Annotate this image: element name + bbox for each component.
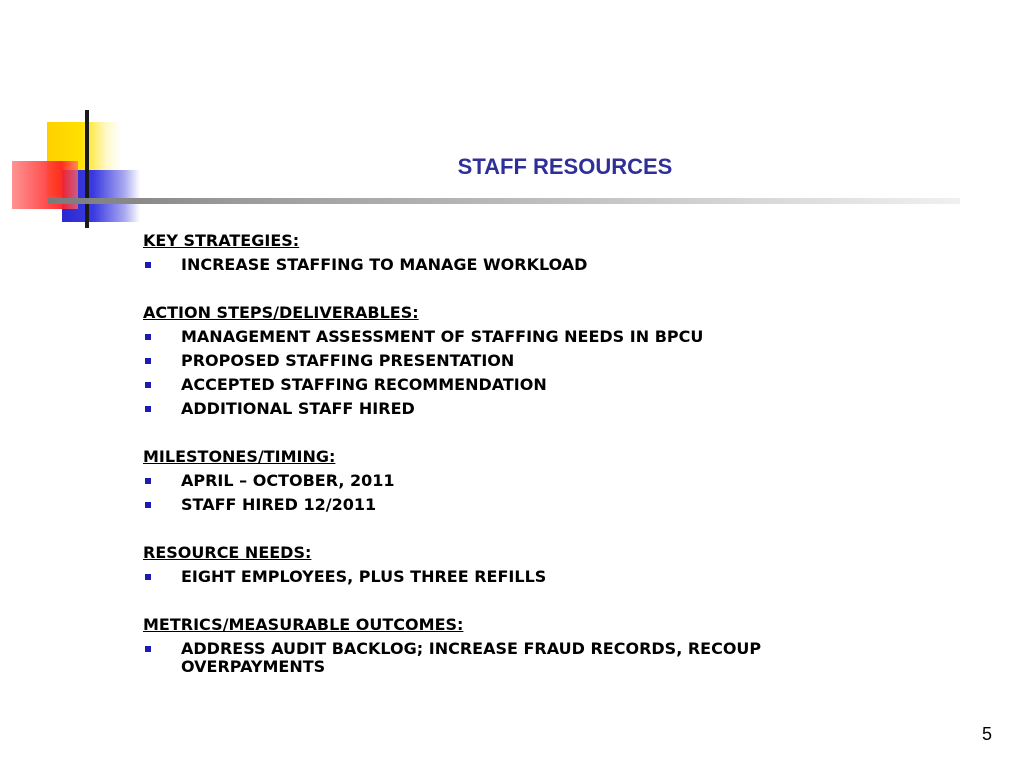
list-item-text: INCREASE STAFFING TO MANAGE WORKLOAD: [181, 255, 588, 274]
section-heading: MILESTONES/TIMING:: [143, 447, 336, 466]
list-item-text: STAFF HIRED 12/2011: [181, 495, 377, 514]
title-underline-rule: [48, 198, 960, 204]
section-key-strategies: [143, 229, 883, 277]
section-action-steps: [143, 301, 883, 421]
vertical-rule-decoration: [85, 110, 89, 228]
list-item: [143, 637, 883, 676]
square-bullet-icon: [145, 262, 151, 268]
section-heading: KEY STRATEGIES:: [143, 231, 300, 250]
list-item-text: ADDITIONAL STAFF HIRED: [181, 399, 415, 418]
square-bullet-icon: [145, 478, 151, 484]
list-item-text: ACCEPTED STAFFING RECOMMENDATION: [181, 375, 547, 394]
page-number: 5: [981, 724, 992, 744]
list-item: [143, 373, 883, 397]
list-item: [143, 565, 883, 589]
list-item-text: PROPOSED STAFFING PRESENTATION: [181, 351, 515, 370]
list-item-text: ADDRESS AUDIT BACKLOG; INCREASE FRAUD RECORDS, RECOUP OVERPAYMENTS: [181, 639, 762, 676]
list-item: [143, 253, 883, 277]
square-bullet-icon: [145, 358, 151, 364]
slide-body: [143, 229, 883, 700]
list-item: [143, 469, 883, 493]
list-item-text: MANAGEMENT ASSESSMENT OF STAFFING NEEDS IN BPCU: [181, 327, 704, 346]
section-heading: RESOURCE NEEDS:: [143, 543, 312, 562]
list-item: [143, 325, 883, 349]
list-item: [143, 493, 883, 517]
section-metrics: [143, 613, 883, 676]
list-item-text: EIGHT EMPLOYEES, PLUS THREE REFILLS: [181, 567, 547, 586]
section-heading: ACTION STEPS/DELIVERABLES:: [143, 303, 419, 322]
section-milestones: [143, 445, 883, 517]
square-bullet-icon: [145, 334, 151, 340]
list-item: [143, 349, 883, 373]
slide-title: STAFF RESOURCES: [457, 154, 673, 179]
section-resource-needs: [143, 541, 883, 589]
list-item-text: APRIL – OCTOBER, 2011: [181, 471, 395, 490]
square-bullet-icon: [145, 574, 151, 580]
square-bullet-icon: [145, 502, 151, 508]
list-item: [143, 397, 883, 421]
square-bullet-icon: [145, 646, 151, 652]
square-bullet-icon: [145, 382, 151, 388]
section-heading: METRICS/MEASURABLE OUTCOMES:: [143, 615, 464, 634]
square-bullet-icon: [145, 406, 151, 412]
